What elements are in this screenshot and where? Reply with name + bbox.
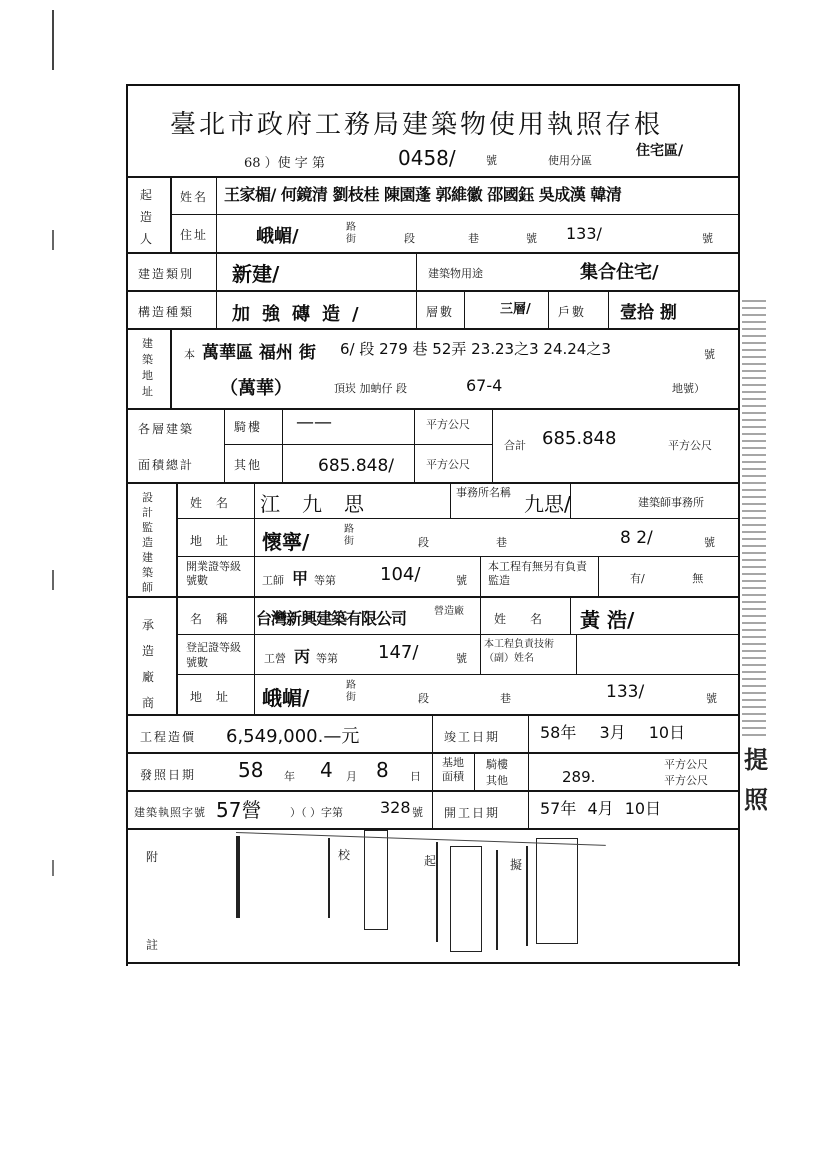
- rule-v: [480, 556, 481, 596]
- rule-v: [528, 714, 529, 828]
- designer-address-xiang: 巷: [496, 536, 507, 549]
- designer-cert-word: 等第: [314, 574, 336, 587]
- contractor-address-suffix: 號: [706, 692, 717, 705]
- rule: [224, 444, 492, 445]
- arcade-label: 騎樓: [234, 420, 263, 434]
- floors-label: 層數: [426, 305, 455, 319]
- site-group-label: 建築地址: [142, 337, 155, 398]
- builder-names: 王家楣/ 何鏡清 劉枝桂 陳園蓬 郭維徽 邵國鈺 吳成漢 韓清: [224, 185, 622, 204]
- rule-v: [576, 634, 577, 674]
- approval-stamp-strip: [236, 830, 606, 962]
- rule: [126, 252, 738, 254]
- permit-label: 建築執照字號: [134, 806, 206, 819]
- rule: [176, 674, 738, 675]
- units-value: 壹拾 捌: [620, 303, 677, 323]
- total-value: 685.848: [542, 428, 617, 449]
- stamp-label-propose: 擬: [510, 858, 525, 872]
- finish-value: 58年 3月 10日: [540, 723, 686, 742]
- rule-v: [598, 556, 599, 596]
- units-label: 戶數: [558, 305, 587, 319]
- contractor-reg-label: 登記證等級號數: [186, 641, 241, 669]
- designer-cert-suffix: 號: [456, 574, 467, 587]
- remarks-label-1: 附: [146, 850, 161, 864]
- cost-value: 6,549,000.—元: [226, 726, 360, 747]
- contractor-address-duan: 段: [418, 692, 429, 705]
- contractor-person-label: 姓名: [494, 612, 567, 626]
- contractor-address-number: 133/: [606, 682, 645, 702]
- designer-address-duan: 段: [418, 536, 429, 549]
- rule-v: [432, 714, 433, 828]
- rule-v: [480, 596, 481, 674]
- floor-area-label-1: 各層建築: [138, 422, 195, 436]
- builder-address-xiang: 巷: [468, 232, 479, 245]
- contractor-name-label: 名稱: [190, 612, 243, 626]
- designer-supervise-label: 本工程有無另有負責監造: [488, 560, 587, 587]
- designer-cert-grade: 甲: [292, 569, 309, 588]
- site-line1-suffix: 號: [704, 348, 715, 361]
- builder-name-label: 姓名: [180, 190, 209, 204]
- total-label: 合計: [504, 439, 526, 452]
- base-other-unit: 平方公尺: [664, 774, 708, 787]
- site-line1-duan: 6/ 段 279 巷 52弄 23.23之3 24.24之3: [340, 340, 611, 358]
- site-line1-prefix: 本: [184, 348, 195, 361]
- base-arcade-label: 騎樓: [486, 758, 508, 771]
- rule-v: [492, 408, 493, 482]
- designer-office-suffix: 建築師事務所: [638, 496, 704, 509]
- contractor-address-value: 峨嵋/: [262, 686, 310, 710]
- designer-cert-prefix: 工師: [262, 574, 284, 587]
- contractor-address-street: 路 街: [346, 680, 356, 703]
- issue-month: 4: [320, 758, 333, 782]
- base-value: 289.: [562, 768, 596, 786]
- rule-v: [414, 408, 415, 482]
- structure-value: 加強磚造/: [232, 304, 371, 325]
- rule-v: [570, 596, 571, 634]
- other-label: 其他: [234, 458, 263, 472]
- permit-number-suffix: 號: [486, 154, 497, 167]
- permit-word: ）（ ）字第: [290, 806, 343, 819]
- builder-address-duan: 段: [404, 232, 415, 245]
- rule: [126, 328, 738, 330]
- base-arcade-unit: 平方公尺: [664, 758, 708, 771]
- rule-v: [176, 482, 178, 714]
- total-unit: 平方公尺: [668, 439, 712, 452]
- builder-address-hao-label: 號: [526, 232, 537, 245]
- designer-address-suffix: 號: [704, 536, 715, 549]
- scan-noise: [742, 300, 766, 740]
- designer-supervise-value: 有/ 無: [630, 572, 704, 585]
- rule-v: [450, 482, 451, 518]
- rule-v: [170, 176, 172, 252]
- designer-address-number: 8 2/: [620, 528, 653, 548]
- rule-v: [170, 328, 172, 408]
- permit-number-value: 0458/: [398, 146, 456, 170]
- site-line2-section: 頂崁 加蚋仔 段: [334, 382, 407, 395]
- rule: [176, 518, 738, 519]
- issue-month-char: 月: [346, 770, 357, 783]
- permit-number: 328: [380, 798, 411, 817]
- permit-suffix: 號: [412, 806, 423, 819]
- contractor-reg-number: 147/: [378, 642, 419, 663]
- rule-v: [474, 752, 475, 790]
- rule: [170, 214, 738, 215]
- permit-number-prefix: 68 ）使 字 第: [244, 156, 325, 171]
- permit-value: 57營: [216, 798, 262, 822]
- issue-day: 8: [376, 758, 389, 782]
- builder-address-label: 住址: [180, 228, 209, 242]
- site-line2-suffix: 地號）: [672, 382, 705, 395]
- margin-tick-marks: [52, 10, 56, 910]
- rule-v: [282, 408, 283, 482]
- use-label: 建築物用途: [428, 267, 483, 280]
- contractor-reg-suffix: 號: [456, 652, 467, 665]
- rule-v: [416, 252, 417, 290]
- base-area-label: 基地面積: [442, 756, 464, 783]
- structure-label: 構造種類: [138, 305, 195, 319]
- category-value: 新建/: [232, 262, 280, 286]
- start-value: 57年 4月 10日: [540, 799, 662, 818]
- rule-v: [216, 252, 217, 328]
- issue-day-char: 日: [410, 770, 421, 783]
- site-line2-area: （萬華）: [220, 378, 292, 399]
- rule: [126, 962, 738, 964]
- contractor-tech-label: 本工程負責技術（副）姓名: [484, 639, 554, 664]
- floor-area-label-2: 面積總計: [138, 458, 195, 472]
- category-label: 建造類別: [138, 267, 195, 281]
- contractor-address-label: 地址: [190, 690, 243, 704]
- rule-v: [216, 176, 217, 252]
- rule: [126, 176, 738, 178]
- rule-v: [224, 408, 225, 482]
- other-unit: 平方公尺: [426, 458, 470, 471]
- rule: [126, 408, 738, 410]
- designer-cert-number: 104/: [380, 564, 421, 585]
- designer-office-value: 九思/: [524, 492, 571, 516]
- stamp-label-check: 校: [338, 848, 353, 862]
- rule: [126, 596, 738, 598]
- remarks-label-2: 註: [146, 938, 161, 952]
- designer-name-value: 江九思: [260, 492, 386, 516]
- rule-v: [548, 290, 549, 328]
- contractor-group-label: 承造廠商: [142, 618, 157, 710]
- issue-label: 發照日期: [140, 768, 197, 782]
- designer-address-label: 地址: [190, 534, 243, 548]
- builder-address-number: 133/: [566, 224, 602, 243]
- form-title: 臺北市政府工務局建築物使用執照存根: [170, 110, 664, 140]
- issue-year-char: 年: [284, 770, 295, 783]
- arcade-unit: 平方公尺: [426, 418, 470, 431]
- designer-address-street: 路 街: [344, 524, 354, 547]
- finish-label: 竣工日期: [444, 730, 501, 744]
- rule-v: [416, 290, 417, 328]
- start-label: 開工日期: [444, 806, 501, 820]
- rule: [176, 556, 738, 557]
- designer-cert-label: 開業證等級號數: [186, 560, 241, 587]
- designer-name-label: 姓名: [190, 496, 243, 510]
- arcade-dash: ——: [296, 412, 332, 433]
- contractor-reg-grade: 丙: [294, 647, 311, 666]
- rule-v: [608, 290, 609, 328]
- builder-address-city: 峨嵋/: [256, 226, 299, 247]
- contractor-reg-word: 等第: [316, 652, 338, 665]
- cost-label: 工程造價: [140, 730, 197, 744]
- builder-group-label: 起造人: [140, 188, 155, 246]
- designer-group-label: 設計監造建築師: [142, 491, 155, 594]
- contractor-name-suffix: 營造廠: [434, 606, 464, 617]
- contractor-address-xiang: 巷: [500, 692, 511, 705]
- contractor-name-value: 台灣新興建築有限公司: [256, 609, 407, 628]
- zoning-label: 使用分區: [548, 154, 592, 167]
- contractor-reg-prefix: 工營: [264, 652, 286, 665]
- rule: [176, 634, 738, 635]
- designer-office-label: 事務所名稱: [456, 486, 511, 499]
- rule-v: [254, 482, 255, 714]
- rule-v: [464, 290, 465, 328]
- rule: [126, 290, 738, 292]
- contractor-person-value: 黃 浩/: [580, 608, 635, 632]
- base-other-label: 其他: [486, 774, 508, 787]
- builder-address-suffix: 號: [702, 232, 713, 245]
- builder-address-road: 路 街: [346, 222, 356, 245]
- stamp-label-draft: 起: [424, 854, 439, 868]
- floors-value: 三層/: [500, 302, 531, 317]
- zoning-value: 住宅區/: [636, 143, 684, 159]
- site-line1-value: 萬華區 福州 街: [202, 343, 316, 363]
- rule: [126, 482, 738, 484]
- designer-address-value: 懷寧/: [262, 530, 310, 554]
- use-value: 集合住宅/: [580, 262, 659, 283]
- side-marks: 提 照: [744, 746, 768, 814]
- other-value: 685.848/: [318, 456, 395, 476]
- site-line2-lot: 67-4: [466, 376, 503, 395]
- issue-year: 58: [238, 758, 264, 782]
